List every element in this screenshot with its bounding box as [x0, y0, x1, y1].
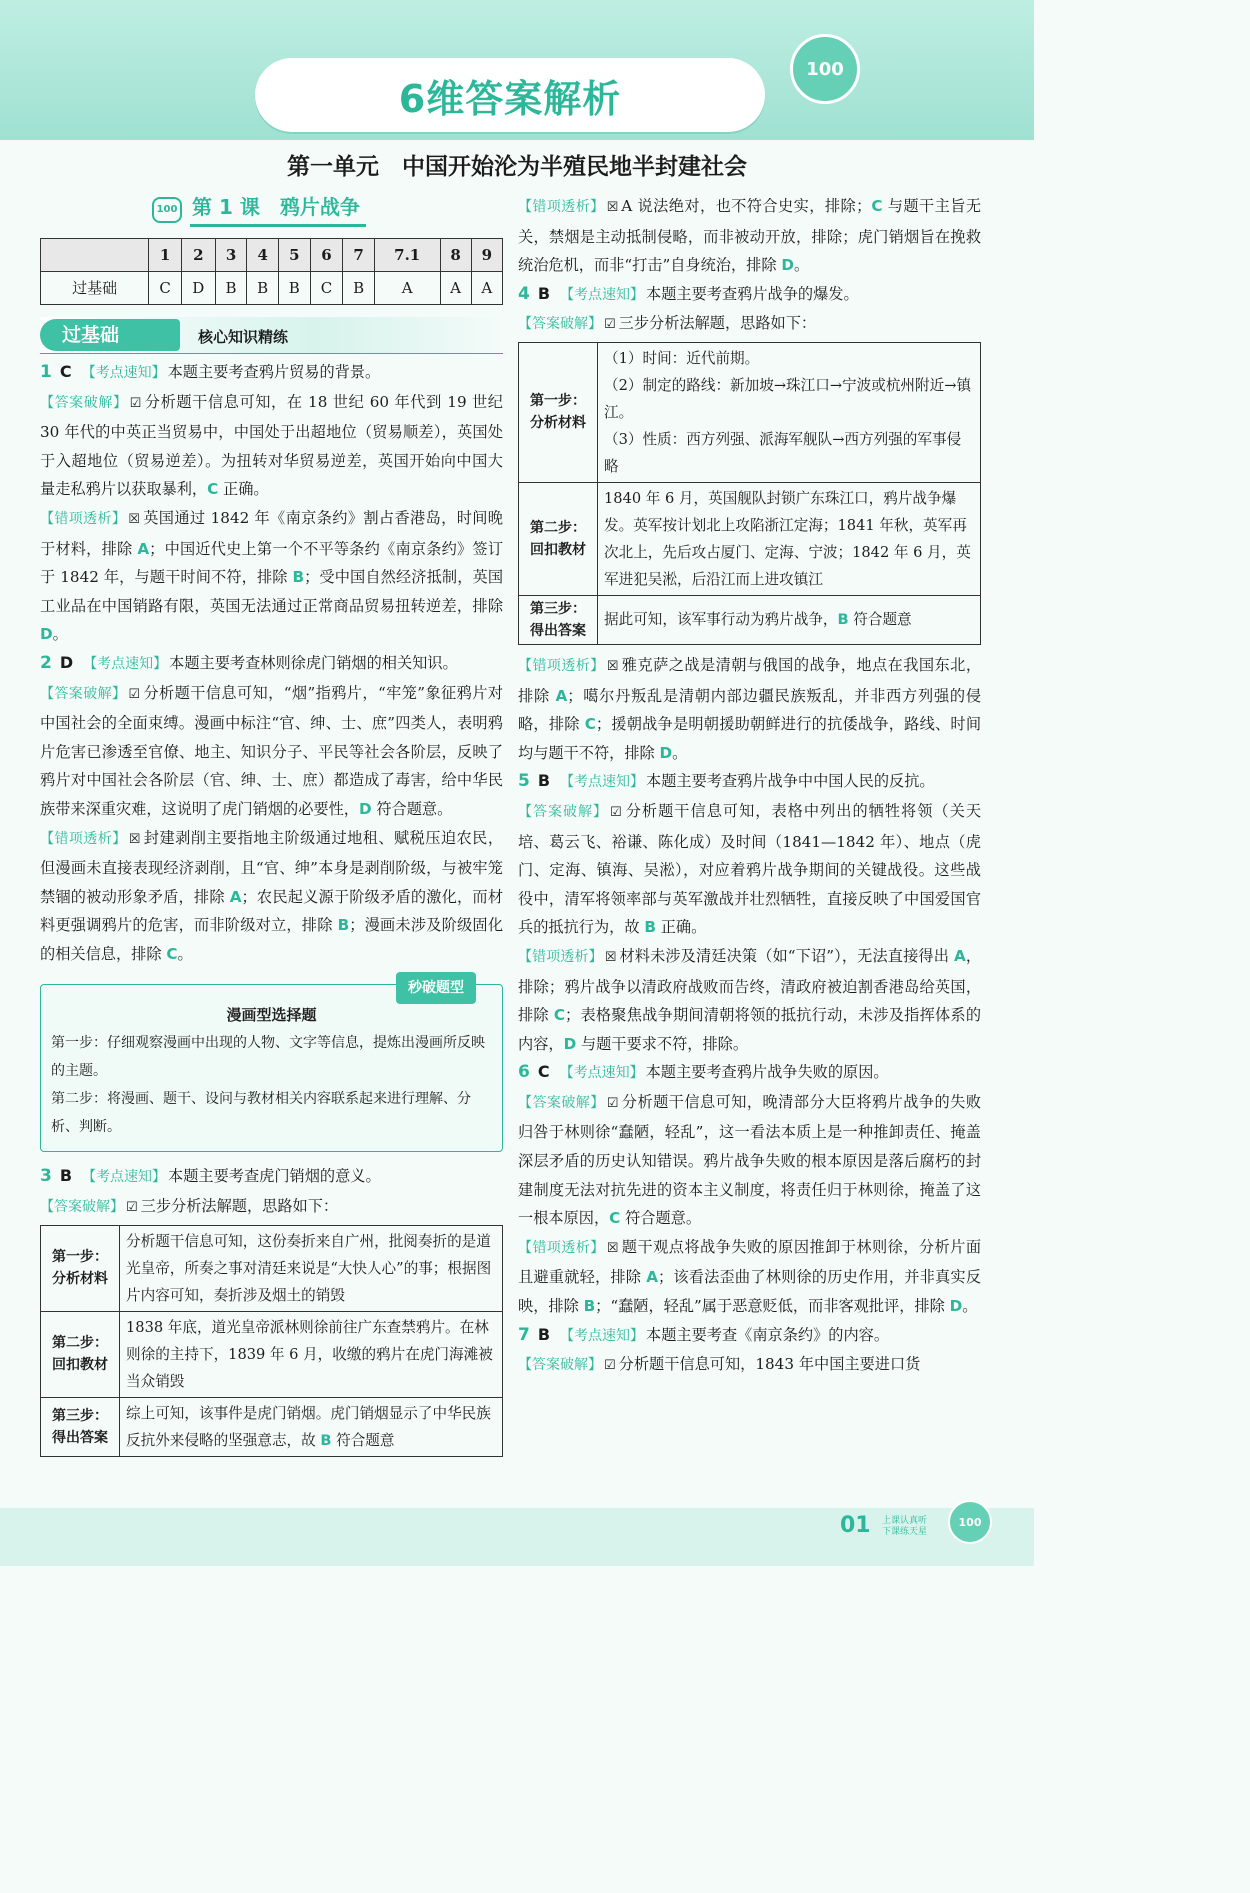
q3-cuo-text: A 说法绝对，也不符合史实，排除；	[621, 197, 872, 215]
q2-daan-tail: 符合题意。	[371, 799, 453, 818]
header-title: 6维答案解析	[398, 76, 622, 121]
highlight-option: A	[137, 539, 150, 558]
highlight-option: B	[837, 611, 849, 629]
q3-daan-text: 三步分析法解题，思路如下：	[140, 1197, 339, 1216]
answer-table-answer: A	[440, 272, 471, 305]
step-label-line: 第三步：	[52, 1407, 108, 1424]
tag-cuoxiang: 【错项透析】	[518, 948, 603, 965]
q1-cuo-text: ；受中国自然经济抵制，英国工业品在中国销路有限，英国无法通过正常商品贸易扭转逆差，排除	[40, 568, 504, 615]
tag-kaodian: 【考点速知】	[81, 365, 166, 381]
q5-daan-tail: 正确。	[655, 918, 707, 937]
step-label-line: 得出答案	[530, 622, 586, 639]
question-answer: C	[59, 362, 72, 381]
q2-cuo-text: 封建剥削主要指地主阶级通过地租、赋税压迫农民，但漫画未直接表现经济剥削，且“官、绅”本身是剥削阶级，与被牢笼禁锢的被动形象矛盾，排除	[40, 828, 504, 906]
footer-slogan	[882, 1516, 927, 1538]
tag-cuoxiang: 【错项透析】	[518, 1239, 605, 1256]
step-row	[41, 1397, 503, 1456]
q6-cuo-text: 。	[962, 1297, 978, 1316]
question-answer: C	[537, 1062, 550, 1082]
check-icon: ☑	[126, 1200, 138, 1216]
q4-cuoxiang	[518, 651, 981, 767]
step-text-part: 据此可知，该军事行动为鸦片战争，	[604, 611, 838, 629]
highlight-option: C	[871, 197, 883, 215]
tag-daan: 【答案破解】	[518, 803, 609, 820]
answer-table-corner	[41, 239, 149, 272]
highlight-option: D	[781, 256, 794, 275]
answer-table-answer: B	[215, 272, 247, 305]
q4-cuo-text: 。	[672, 743, 688, 762]
page-number: 01	[840, 1513, 871, 1538]
highlight-option: B	[292, 568, 305, 587]
cross-icon: ☒	[604, 949, 617, 965]
tag-kaodian: 【考点速知】	[560, 1327, 645, 1344]
answer-table-answer: A	[374, 272, 440, 305]
highlight-option: C	[609, 1209, 621, 1228]
question-number: 2	[40, 652, 52, 673]
answer-table-answer: D	[181, 272, 215, 305]
q2-daan-text: 分析题干信息可知，“烟”指鸦片，“牢笼”象征鸦片对中国社会的全面束缚。漫画中标注“官、绅、士、庶”四类人，表明鸦片危害已渗透至官僚、地主、知识分子、平民等社会各阶层，反映了鸦片对中国社会各阶层（官、绅、士、庶）都造成了毒害，给中华民族带来深重灾难，这说明了虎门销烟的必要性，	[40, 683, 503, 818]
highlight-option: A	[555, 686, 568, 705]
q3-cuo-text: 与题干主旨无关，禁烟是主动抵制侵略，而非被动开放，排除；虎门销烟旨在挽救统治危机，而非“打击”自身统治，排除	[518, 197, 982, 275]
step-row	[41, 1225, 503, 1311]
q1-cuo-text: 英国通过 1842 年《南京条约》割占香港岛，时间晚于材料，排除	[40, 508, 503, 558]
q4-cuo-text: 雅克萨之战是清朝与俄国的战争，地点在我国东北，排除	[518, 655, 982, 705]
tag-cuoxiang: 【错项透析】	[518, 657, 605, 674]
step-row	[519, 482, 981, 595]
cross-icon: ☒	[606, 658, 619, 674]
check-icon: ☑	[129, 395, 142, 411]
tag-daan: 【答案破解】	[40, 1199, 124, 1216]
q3-cuoxiang	[518, 192, 981, 280]
lesson-title-text: 第 1 课 鸦片战争	[190, 193, 366, 227]
highlight-option: A	[953, 946, 966, 965]
answer-table-number: 7.1	[374, 239, 440, 272]
tag-daan: 【答案破解】	[40, 394, 128, 411]
question-number: 5	[518, 771, 530, 792]
answer-table-answer: C	[310, 272, 343, 305]
step-label	[519, 595, 598, 644]
cross-icon: ☒	[606, 200, 619, 215]
highlight-option: C	[166, 944, 178, 963]
highlight-option: D	[563, 1034, 577, 1053]
answer-table-number: 8	[440, 239, 471, 272]
answer-table-number: 5	[279, 239, 311, 272]
step-label	[41, 1311, 120, 1397]
highlight-option: D	[949, 1297, 963, 1316]
q4-steps-table	[518, 342, 981, 645]
q2-kaodian	[40, 649, 503, 679]
section-header	[40, 317, 503, 354]
q6-kaodian	[518, 1058, 981, 1088]
answer-table-number: 6	[310, 239, 343, 272]
step-text	[598, 595, 981, 644]
q3-steps-table	[40, 1225, 503, 1457]
cross-icon: ☒	[606, 1240, 619, 1256]
highlight-option: D	[40, 625, 53, 644]
step-label-line: 得出答案	[52, 1429, 108, 1446]
answer-table-number: 4	[247, 239, 279, 272]
q1-daan-text: 分析题干信息可知，在 18 世纪 60 年代到 19 世纪 30 年代的中英正当贸易中，中国处于出超地位（贸易顺差），英国处于入超地位（贸易逆差）。为扭转对华贸易逆差，英国开始向中国大量走私鸦片以获取暴利，	[40, 392, 503, 499]
highlight-option: C	[584, 715, 596, 734]
q6-cuo-text: ；该看法歪曲了林则徐的历史作用，并非真实反映，排除	[518, 1268, 982, 1316]
q2-cuo-text: ；农民起义源于阶级矛盾的激化，而材料更强调鸦片的危害，而非阶级对立，排除	[40, 887, 504, 935]
step-label-line: 第一步：	[530, 393, 586, 410]
q5-daan-text: 分析题干信息可知，表格中列出的牺牲将领（关天培、葛云飞、裕谦、陈化成）及时间（1841—1842 年）、地点（虎门、定海、镇海、吴淞），对应着鸦片战争期间的关键战役。这些战役中，清军将领率部与英军激战并壮烈牺牲，直接反映了中国爱国官兵的抵抗行为，故	[518, 801, 981, 937]
step-text: 分析题干信息可知，这份奏折来自广州，批阅奏折的是道光皇帝，所奏之事对清廷来说是“大快人心”的事；根据图片内容可知，奏折涉及烟土的销毁	[120, 1225, 503, 1311]
lesson-title	[40, 192, 503, 228]
q5-kaodian	[518, 767, 981, 797]
step-text-part: 综上可知，该事件是虎门销烟。虎门销烟显示了中华民族反抗外来侵略的坚强意志，故	[126, 1404, 491, 1449]
header-title-pill	[255, 58, 765, 132]
step-text-part: 符合题意	[331, 1431, 395, 1449]
step-text: 1838 年底，道光皇帝派林则徐前往广东查禁鸦片。在林则徐的主持下，1839 年 6 月，收缴的鸦片在虎门海滩被当众销毁	[120, 1311, 503, 1397]
highlight-option: D	[659, 743, 673, 762]
q1-cuo-text: 。	[52, 625, 68, 644]
check-icon: ☑	[128, 686, 141, 702]
step-label-line: 第二步：	[530, 519, 586, 536]
q6-kaodian-text: 本题主要考查鸦片战争失败的原因。	[645, 1063, 889, 1082]
q2-kaodian-text: 本题主要考查林则徐虎门销烟的相关知识。	[169, 653, 458, 672]
q4-cuo-text: ；援朝战争是明朝援助朝鲜进行的抗倭战争，路线、时间均与题干不符，排除	[518, 715, 982, 762]
step-row	[41, 1311, 503, 1397]
q4-daan	[518, 309, 981, 340]
q7-daan-text: 分析题干信息可知，1843 年中国主要进口货	[618, 1355, 921, 1374]
tip-title: 漫画型选择题	[226, 1006, 317, 1025]
answer-table-answer-row	[41, 272, 503, 305]
page-footer	[0, 1508, 1034, 1566]
q3-daan	[40, 1192, 503, 1223]
footer-mascot-icon: 100	[948, 1500, 992, 1544]
question-number: 3	[40, 1166, 52, 1187]
tag-kaodian: 【考点速知】	[83, 655, 168, 672]
answer-table	[40, 238, 503, 305]
q3-cuo-text: 。	[793, 256, 810, 275]
tag-cuoxiang: 【错项透析】	[40, 830, 127, 847]
q1-cuo-text: ；中国近代史上第一个不平等条约《南京条约》签订于 1842 年，与题干时间不符，排除	[40, 539, 504, 587]
section-main-label: 过基础	[40, 319, 180, 351]
step-label-line: 第二步：	[52, 1335, 108, 1352]
answer-table-number: 9	[471, 239, 502, 272]
step-line: （2）制定的路线：新加坡→珠江口→宁波或杭州附近→镇江。	[604, 376, 972, 421]
tag-kaodian: 【考点速知】	[560, 774, 645, 791]
q4-kaodian	[518, 280, 981, 310]
highlight-option: A	[229, 887, 242, 906]
step-text	[598, 342, 981, 482]
check-icon: ☑	[606, 1095, 619, 1111]
highlight-option: B	[644, 918, 656, 937]
unit-title: 第一单元 中国开始沦为半殖民地半封建社会	[287, 154, 747, 180]
tag-cuoxiang: 【错项透析】	[40, 510, 127, 527]
page-header	[0, 0, 1034, 140]
answer-table-header-row	[41, 239, 503, 272]
q4-cuo-text: ；噶尔丹叛乱是清朝内部边疆民族叛乱，并非西方列强的侵略，排除	[518, 686, 982, 734]
check-icon: ☑	[604, 1358, 616, 1374]
highlight-option: C	[207, 480, 219, 499]
answer-table-number: 2	[181, 239, 215, 272]
question-number: 4	[518, 283, 530, 304]
question-answer: B	[537, 1324, 551, 1344]
footer-slogan-line: 上课认真听	[882, 1516, 928, 1526]
step-text: 1840 年 6 月，英国舰队封锁广东珠江口，鸦片战争爆发。英军按计划北上攻陷浙江定海；1841 年秋，英军再次北上，先后攻占厦门、定海、宁波；1842 年 6 月，英军进犯吴淞，后沿江而上进攻镇江	[598, 482, 981, 595]
highlight-option: B	[337, 916, 350, 935]
q5-cuo-text: 材料未涉及清廷决策（如“下诏”），无法直接得出	[619, 946, 954, 965]
q6-daan	[518, 1088, 981, 1233]
question-number: 1	[40, 362, 52, 382]
answer-table-answer: B	[279, 272, 311, 305]
tip-tag: 秒破题型	[396, 972, 476, 1004]
answer-table-number: 1	[149, 239, 182, 272]
step-label	[41, 1225, 120, 1311]
left-column	[40, 192, 503, 1463]
tip-box	[40, 980, 503, 1152]
right-column	[518, 192, 981, 1381]
tag-kaodian: 【考点速知】	[559, 1065, 644, 1082]
step-label-line: 分析材料	[530, 415, 586, 432]
q5-cuoxiang	[518, 942, 981, 1058]
answer-table-row-label: 过基础	[41, 272, 149, 305]
highlight-option: A	[646, 1268, 658, 1287]
question-answer: B	[59, 1166, 73, 1186]
step-label-line: 第一步：	[52, 1249, 108, 1266]
step-line: （1）时间：近代前期。	[604, 349, 760, 367]
q1-kaodian-text: 本题主要考查鸦片贸易的背景。	[167, 363, 381, 381]
answer-table-number: 7	[343, 239, 375, 272]
step-line: （3）性质：西方列强、派海军舰队→西方列强的军事侵略	[604, 430, 962, 475]
q6-cuoxiang	[518, 1233, 981, 1321]
answer-table-answer: B	[247, 272, 279, 305]
tag-daan: 【答案破解】	[40, 685, 127, 702]
q5-cuo-text: 与题干要求不符，排除。	[576, 1034, 749, 1053]
q6-cuo-text: ；“蠢陋，轻乱”属于恶意贬低，而非客观批评，排除	[595, 1297, 950, 1316]
tag-cuoxiang: 【错项透析】	[518, 199, 605, 215]
step-label-line: 回扣教材	[530, 541, 586, 558]
check-icon: ☑	[610, 804, 622, 820]
q5-cuo-text: ，排除；鸦片战争以清政府战败而告终，清政府被迫割香港岛给英国，排除	[518, 946, 982, 1025]
q7-kaodian	[518, 1321, 981, 1351]
answer-table-answer: C	[149, 272, 182, 305]
cross-icon: ☒	[128, 511, 140, 527]
footer-slogan-line: 下课练天星	[882, 1527, 928, 1537]
answer-table-answer: A	[471, 272, 502, 305]
q4-kaodian-text: 本题主要考查鸦片战争的爆发。	[646, 284, 859, 303]
q3-kaodian	[40, 1162, 503, 1192]
q1-daan-tail: 正确。	[218, 480, 269, 499]
q6-daan-tail: 符合题意。	[620, 1209, 702, 1228]
tip-step-2: 第二步：将漫画、题干、设问与教材相关内容联系起来进行理解、分析、判断。	[51, 1091, 471, 1136]
step-text	[120, 1397, 503, 1456]
question-number: 7	[518, 1324, 530, 1345]
tag-kaodian: 【考点速知】	[82, 1169, 167, 1186]
tip-step-1: 第一步：仔细观察漫画中出现的人物、文字等信息，提炼出漫画所反映的主题。	[51, 1035, 485, 1080]
question-answer: D	[59, 652, 74, 672]
step-text-part: 符合题意	[848, 611, 912, 629]
q1-daan	[40, 388, 503, 504]
step-label-line: 第三步：	[530, 600, 586, 617]
q2-cuo-text: ；漫画未涉及阶级固化的相关信息，排除	[40, 916, 504, 963]
q5-cuo-text: ；表格聚焦战争期间清朝将领的抵抗行动，未涉及指挥体系的内容，	[518, 1006, 982, 1053]
q5-kaodian-text: 本题主要考查鸦片战争中中国人民的反抗。	[646, 772, 935, 791]
q4-daan-text: 三步分析法解题，思路如下：	[618, 314, 817, 333]
step-label	[41, 1397, 120, 1456]
mascot-icon: 100	[790, 34, 860, 104]
q7-kaodian-text: 本题主要考查《南京条约》的内容。	[646, 1325, 890, 1344]
question-number: 6	[518, 1062, 530, 1083]
q5-daan	[518, 797, 981, 942]
q1-cuoxiang	[40, 504, 503, 649]
q2-cuoxiang	[40, 824, 503, 969]
q2-daan	[40, 679, 503, 824]
tag-daan: 【答案破解】	[518, 1094, 605, 1111]
highlight-option: B	[583, 1297, 596, 1316]
question-answer: B	[537, 283, 551, 303]
q3-kaodian-text: 本题主要考查虎门销烟的意义。	[168, 1167, 381, 1186]
cross-icon: ☒	[128, 831, 141, 847]
q2-cuo-text: 。	[177, 944, 193, 963]
step-row	[519, 342, 981, 482]
step-label	[519, 342, 598, 482]
lesson-badge-icon: 100	[152, 197, 182, 223]
section-sub-label: 核心知识精练	[198, 328, 289, 346]
tag-kaodian: 【考点速知】	[560, 286, 645, 303]
highlight-option: D	[358, 799, 372, 818]
step-label	[519, 482, 598, 595]
q6-cuo-text: 题干观点将战争失败的原因推卸于林则徐，分析片面且避重就轻，排除	[518, 1237, 982, 1287]
step-label-line: 分析材料	[52, 1271, 108, 1288]
q6-daan-text: 分析题干信息可知，晚清部分大臣将鸦片战争的失败归咎于林则徐“蠢陋，轻乱”，这一看法本质上是一种推卸责任、掩盖深层矛盾的历史认知错误。鸦片战争失败的根本原因是落后腐朽的封建制度无法对抗先进的资本主义制度，将责任归于林则徐，掩盖了这一根本原因，	[518, 1092, 982, 1228]
check-icon: ☑	[604, 317, 616, 333]
highlight-option: B	[320, 1431, 332, 1449]
answer-table-answer: B	[343, 272, 375, 305]
highlight-option: C	[553, 1006, 566, 1025]
q7-daan	[518, 1350, 981, 1381]
tag-daan: 【答案破解】	[518, 1357, 602, 1374]
step-row	[519, 595, 981, 644]
answer-table-number: 3	[215, 239, 247, 272]
question-answer: B	[537, 771, 551, 791]
q1-kaodian	[40, 358, 503, 388]
tag-daan: 【答案破解】	[518, 316, 602, 333]
step-label-line: 回扣教材	[52, 1357, 108, 1374]
